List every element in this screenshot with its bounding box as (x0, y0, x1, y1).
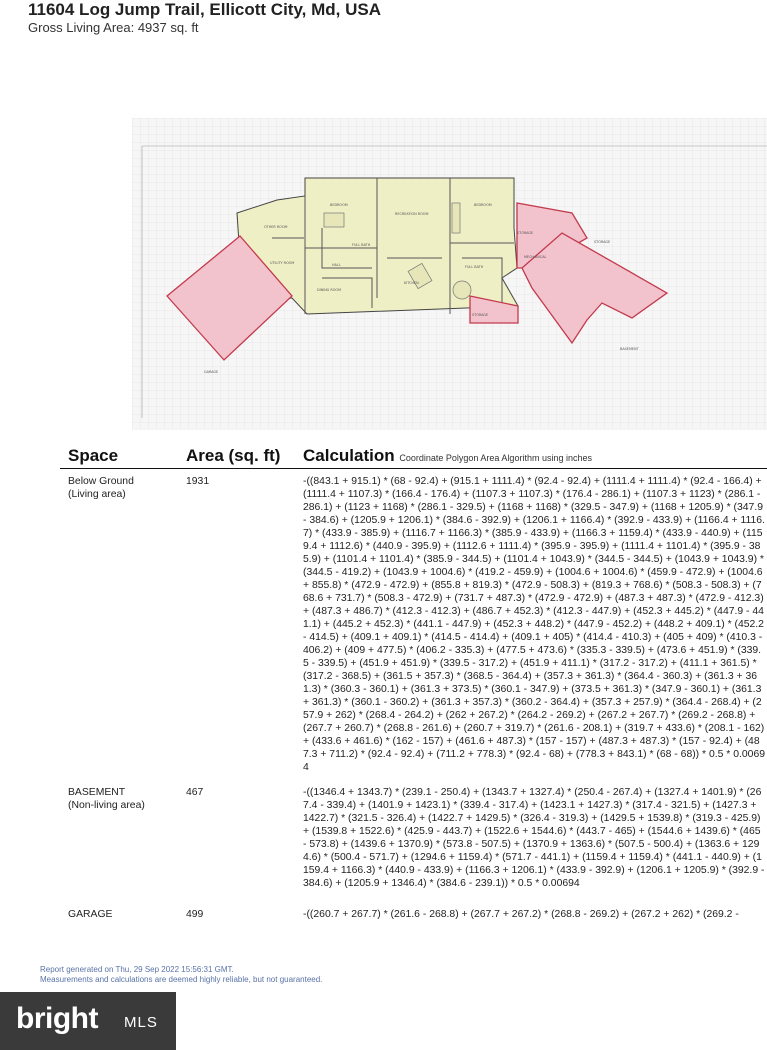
room-label: OTHER ROOM (264, 225, 288, 229)
room-label: STORAGE (472, 313, 489, 317)
room-label: UTILITY ROOM (270, 261, 295, 265)
bright-mls-logo (0, 992, 176, 1050)
table-row-space (68, 475, 183, 501)
logo-bright-text: bright (16, 1002, 98, 1035)
space-type: (Non-living area) (68, 800, 145, 811)
table-row-area: 1931 (186, 476, 210, 487)
calculation-note: Coordinate Polygon Area Algorithm using inches (399, 453, 592, 463)
room-label: STORAGE (594, 240, 611, 244)
report-header (28, 0, 381, 36)
table-row-area: 467 (186, 787, 204, 798)
room-label: BEDROOM (474, 203, 492, 207)
table-row-calculation: -((260.7 + 267.7) * (261.6 - 268.8) + (267.7 + 267.2) * (268.8 - 269.2) + (267.2 + 262) * (269.2 - (303, 909, 739, 920)
table-row-space (68, 786, 183, 812)
calculation-title: Calculation (303, 446, 395, 465)
disclaimer-text: Measurements and calculations are deemed highly reliable, but not guaranteed. (40, 975, 323, 984)
room-label: MECHANICAL (524, 255, 547, 259)
col-header-calculation (303, 446, 592, 466)
col-header-space: Space (68, 446, 119, 465)
room-label: KITCHEN (404, 281, 419, 285)
space-name: BASEMENT (68, 787, 126, 798)
header-divider (60, 468, 767, 469)
table-row-area: 499 (186, 909, 204, 920)
report-footer (40, 965, 322, 985)
col-header-area: Area (sq. ft) (186, 446, 281, 465)
table-row-calculation: -((1346.4 + 1343.7) * (239.1 - 250.4) + (1343.7 + 1327.4) * (250.4 - 267.4) + (1327.4 + 1401.9) * (267.4 - 339.4) + (1401.9 + 1423.1) * (339.4 - 317.4) + (1423.1 + 1427.3) * (317.4 - 321.5) + (1427.3 + 1422.7) * (321.5 - 326.4) + (1422.7 + 1429.5) * (326.4 - 319.3) + (1429.5 + 1539.8) * (319.3 - 425.9) + (1539.8 + 1522.6) * (425.9 - 443.7) + (1522.6 + 1544.6) * (443.7 - 465) + (1544.6 + 1439.6) * (465 - 573.8) + (1439.6 + 1370.9) * (573.8 - 507.5) + (1370.9 + 1363.6) * (507.5 - 500.4) + (1363.6 + 1294.6) * (500.4 - 571.7) + (1294.6 + 1159.4) * (571.7 - 441.1) + (1159.4 + 1159.4) * (441.1 - 440.9) + (1159.4 + 1166.3) * (440.9 - 433.9) + (1166.3 + 1206.1) * (433.9 - 392.9) + (1206.1 + 1205.9) * (392.9 - 384.6) + (1205.9 + 1346.4) * (384.6 - 239.1)) * 0.5 * 0.00694 (303, 787, 765, 889)
table-row-calculation: -((843.1 + 915.1) * (68 - 92.4) + (915.1 + 1111.4) * (92.4 - 92.4) + (1111.4 + 1111.4) * (92.4 - 166.4) + (1111.4 + 1107.3) * (166.4 - 176.4) + (1107.3 + 1107.3) * (176.4 - 286.1) + (1107.3 + 1123) * (286.1 - 286.1) + (1123 + 1168) * (286.1 - 329.5) + (1168 + 1168) * (329.5 - 347.9) + (1168 + 1205.9) * (347.9 - 384.6) + (1205.9 + 1206.1) * (384.6 - 392.9) + (1206.1 + 1166.4) * (392.9 - 433.9) + (1166.4 + 1116.7) * (433.9 - 385.9) + (1116.7 + 1166.3) * (385.9 - 433.9) + (1166.3 + 1159.4) * (433.9 - 440.9) + (1159.4 + 1112.6) * (440.9 - 395.9) + (1112.6 + 1111.4) * (395.9 - 395.9) + (1111.4 + 1101.4) * (395.9 - 385.9) + (1101.4 + 1101.4) * (385.9 - 344.5) + (1101.4 + 1043.9) * (344.5 - 344.5) + (1043.9 + 1043.9) * (344.5 - 419.2) + (1043.9 + 1004.6) * (419.2 - 459.9) + (1004.6 + 1004.6) * (459.9 - 472.9) + (1004.6 + 855.8) * (472.9 - 472.9) + (855.8 + 819.3) * (472.9 - 508.3) + (819.3 + 768.6) * (508.3 - 508.3) + (768.6 + 731.7) * (508.3 - 472.9) + (731.7 + 487.3) * (472.9 - 472.9) + (487.3 + 487.3) * (472.9 - 412.3) + (487.3 + 486.7) * (412.3 - 412.3) + (486.7 + 452.3) * (412.3 - 447.9) + (452.3 + 445.2) * (447.9 - 441.1) + (445.2 + 452.3) * (441.1 - 447.9) + (452.3 + 448.2) * (447.9 - 452.2) + (448.2 + 409.1) * (452.2 - 414.5) + (409.1 + 409.1) * (414.5 - 414.4) + (409.1 + 405) * (414.4 - 410.3) + (405 + 409) * (410.3 - 406.2) + (409 + 477.5) * (406.2 - 335.3) + (477.5 + 473.6) * (335.3 - 339.5) + (473.6 + 451.9) * (339.5 - 339.5) + (451.9 + 451.9) * (339.5 - 317.2) + (451.9 + 411.1) * (317.2 - 317.2) + (411.1 + 361.5) * (317.2 - 368.5) + (361.5 + 357.3) * (368.5 - 364.4) + (357.3 + 361.3) * (364.4 - 360.3) + (361.3 + 361.3) * (360.3 - 360.1) + (361.3 + 373.5) * (360.1 - 347.9) + (373.5 + 361.3) * (347.9 - 360.1) + (361.3 + 361.3) * (360.1 - 360.2) + (361.3 + 357.3) * (360.2 - 364.4) + (357.3 + 257.9) * (364.4 - 268.4) + (257.9 + 262) * (268.4 - 264.2) + (262 + 267.2) * (264.2 - 269.2) + (267.2 + 267.7) * (269.2 - 268.8) + (267.7 + 260.7) * (268.8 - 261.6) + (260.7 + 319.7) * (261.6 - 208.1) + (319.7 + 433.6) * (208.1 - 162) + (433.6 + 461.6) * (162 - 157) + (461.6 + 487.3) * (157 - 157) + (487.3 + 487.3) * (157 - 92.4) + (487.3 + 711.2) * (92.4 - 92.4) + (711.2 + 778.3) * (92.4 - 68) + (778.3 + 843.1) * (68 - 68)) * 0.5 * 0.00694 (303, 476, 765, 773)
room-label: GARAGE (204, 370, 219, 374)
space-type: (Living area) (68, 489, 126, 500)
gross-living-area: Gross Living Area: 4937 sq. ft (28, 20, 199, 35)
space-name: GARAGE (68, 909, 113, 920)
table-row-space (68, 908, 183, 921)
floor-plan (132, 118, 767, 430)
room-label: BASEMENT (620, 347, 639, 351)
room-label: BEDROOM (330, 203, 348, 207)
room-label: HALL (332, 263, 341, 267)
floor-plan-drawing (132, 118, 767, 430)
room-label: RECREATION ROOM (395, 212, 429, 216)
report-generated-text: Report generated on Thu, 29 Sep 2022 15:56:31 GMT. (40, 965, 234, 974)
room-label: STORAGE (517, 231, 534, 235)
property-address: 11604 Log Jump Trail, Ellicott City, Md, USA (28, 0, 381, 19)
room-label: FULL BATH (465, 265, 484, 269)
room-label: DINING ROOM (317, 288, 342, 292)
space-name: Below Ground (68, 476, 134, 487)
logo-mls-text: MLS (124, 1014, 158, 1031)
room-label: FULL BATH (352, 243, 371, 247)
